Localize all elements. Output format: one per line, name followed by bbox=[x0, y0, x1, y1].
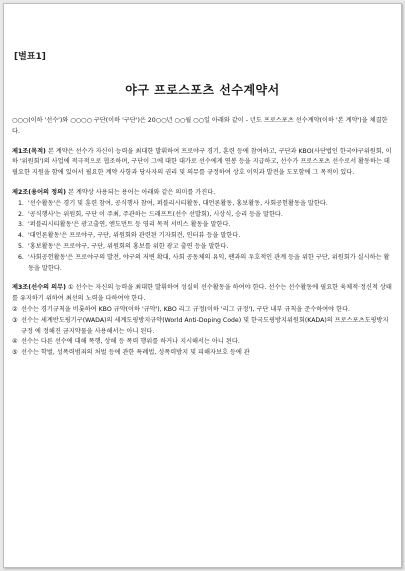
article-1 bbox=[12, 147, 394, 179]
item-text: '홍보활동'은 프로야구, 구단, 위원회의 홍보를 위한 광고 출연 등을 말한다. bbox=[28, 242, 229, 250]
article-2 bbox=[12, 188, 394, 199]
annex-tag: [별표1] bbox=[14, 52, 46, 62]
article-2-heading: 제2조(용어의 정의) bbox=[12, 188, 66, 196]
clause bbox=[12, 348, 394, 359]
article-2-text: 본 계약상 사용되는 용어는 아래와 같은 의미를 가진다. bbox=[67, 188, 216, 196]
clause-text: 선수는 학벌, 성폭력범죄의 처벌 등에 관한 특례법, 성폭력방지 및 피해자보호 등에 관 bbox=[21, 349, 250, 357]
article-3-heading: 제3조(선수의 의무) bbox=[12, 284, 66, 292]
spacer bbox=[12, 138, 394, 147]
intro-paragraph: ○○○(이하 '선수')와 ○○○○ 구단(이하 '구단')은 20○○년 ○○월 ○○일 아래와 같이 - 년도 프로스포츠 선수계약(이하 '본 계약')을 체결한다. bbox=[12, 117, 388, 135]
clause-text: 선수는 경기규칙을 비롯하여 KBO 규약(이하 '규약'), KBO 리그 규정(이하 '리그 규정'), 구단 내부 규칙을 준수하여야 한다. bbox=[21, 305, 351, 313]
clause bbox=[12, 337, 394, 348]
item-number: 5. bbox=[18, 242, 24, 250]
list-item bbox=[18, 253, 394, 275]
definition-list bbox=[12, 199, 394, 275]
clause-text: 선수는 세계반도핑기구(WADA)의 세계도핑방지규약(World Anti-Doping Code) 및 한국도핑방지위원회(KADA)의 프로스포츠도핑방지규정 에 정해진 금지약물을 사용해서는 아니 된다. bbox=[21, 316, 389, 335]
item-number: 6. bbox=[18, 253, 24, 261]
spacer bbox=[12, 274, 394, 283]
article-1-text: 본 계약은 선수가 자신이 능력을 최대한 발휘하여 프로야구 경기, 훈련 등에 참여하고, 구단과 KBO(사단법인 한국야구위원회, 이하 '위원회')의 사업에 적극적으로 협조하며, 구단이 그에 대한 대가로 선수에게 연봉 등을 지급하고, 선수가 프로스포츠 선수로서 활동하는 데 필요한 지원을 함에 있어서 필요한 계약 사항과 당사자의 권리 및 의무를 규정하여 상호 이익과 발전을 도모함에 그 목적이 있다. bbox=[12, 147, 392, 177]
clause-number: ① bbox=[67, 284, 74, 292]
clause-number: ③ bbox=[12, 316, 18, 324]
spacer bbox=[12, 179, 394, 188]
list-item bbox=[18, 242, 394, 253]
clause-number: ④ bbox=[12, 338, 18, 346]
list-item bbox=[18, 199, 394, 210]
item-text: '공식행사'는 위원회, 구단 이 주최, 주관하는 드래프트(선수 선발회), 시상식, 승리 등을 말한다. bbox=[28, 210, 283, 218]
item-text: '퍼블리시티활동'은 광고출연, 엔도먼트 등 영리 목적 서비스 활동을 말한다. bbox=[28, 221, 231, 229]
list-item bbox=[18, 220, 394, 231]
contract-title: 야구 프로스포츠 선수계약서 bbox=[125, 83, 280, 97]
article-3 bbox=[12, 283, 394, 305]
item-number: 4. bbox=[18, 232, 24, 240]
item-text: '대언론활동'은 프로야구, 구단, 위원회와 관련된 기자회견, 인터뷰 등을 말한다. bbox=[28, 232, 241, 240]
document-page bbox=[3, 3, 402, 568]
item-number: 3. bbox=[18, 221, 24, 229]
list-item bbox=[18, 231, 394, 242]
clause-text: 선수는 다른 선수에 대해 폭행, 상해 등 폭력 행위를 하거나 지시해서는 아니 된다. bbox=[21, 338, 240, 346]
list-item bbox=[18, 210, 394, 221]
item-number: 2. bbox=[18, 210, 24, 218]
clause-text: 선수는 자신의 능력을 최대한 발휘하여 성실히 선수활동을 하여야 한다. 선수는 선수활동에 필요한 육체적·정신적 상태를 유지하기 위하여 최선의 노력을 다하여야 한다. bbox=[12, 284, 392, 303]
item-number: 1. bbox=[18, 199, 24, 207]
contract-body bbox=[12, 116, 394, 359]
clause-number: ② bbox=[12, 305, 18, 313]
item-text: '선수활동'은 경기 및 훈련 참여, 공식행사 참여, 퍼블리시티활동, 대언론활동, 홍보활동, 사회공헌활동을 말한다. bbox=[28, 199, 328, 207]
clause bbox=[12, 305, 394, 316]
clause-number: ⑤ bbox=[12, 349, 18, 357]
article-1-heading: 제1조(목적) bbox=[12, 147, 46, 155]
item-text: '사회공헌활동'은 프로야구의 발전, 야구의 저변 확대, 사회 공동체의 유익, 팬과의 우호적인 관계 등을 위한 구단, 위원회가 실시하는 활동을 말한다. bbox=[28, 253, 390, 272]
clause bbox=[12, 316, 394, 338]
